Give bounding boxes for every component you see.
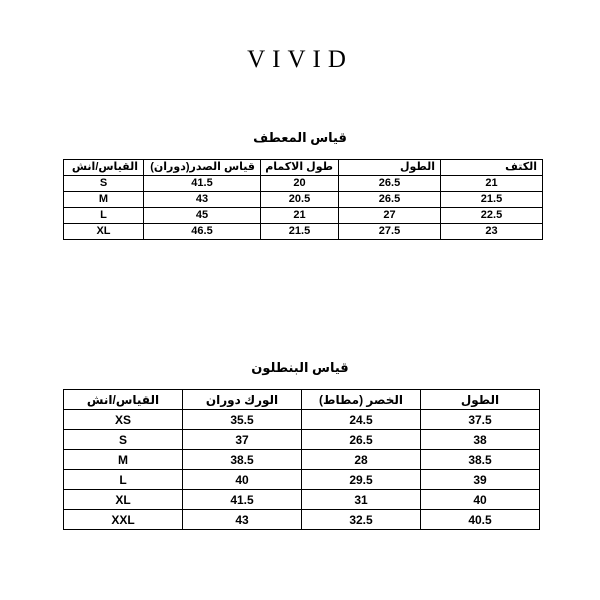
table-cell: 43 [183,510,302,530]
table-row [64,224,543,240]
table-cell: 27 [339,208,441,224]
table-cell: 20.5 [261,192,339,208]
table-cell: 40 [421,490,540,510]
table-row [64,490,540,510]
table-cell: 38.5 [421,450,540,470]
table-cell: 41.5 [183,490,302,510]
table-cell: XXL [64,510,183,530]
table-cell: XS [64,410,183,430]
table-header-row [64,160,543,176]
table-cell: L [64,208,144,224]
table-header-row [64,390,540,410]
table-cell: 20 [261,176,339,192]
header-length: الطول [421,390,540,410]
table-cell: 29.5 [302,470,421,490]
table-cell: 39 [421,470,540,490]
header-shoulder: الكتف [441,160,543,176]
table-cell: XL [64,224,144,240]
header-sleeve-length: طول الاكمام [261,160,339,176]
brand-logo: VIVID [247,46,353,73]
table-cell: 37.5 [421,410,540,430]
header-chest: قياس الصدر(دوران) [144,160,261,176]
table-cell: 40 [183,470,302,490]
table-cell: 24.5 [302,410,421,430]
coat-size-table [63,159,543,240]
table-cell: M [64,450,183,470]
pants-size-title: قياس البنطلون [251,360,349,375]
table-cell: 32.5 [302,510,421,530]
table-cell: 21.5 [261,224,339,240]
table-cell: M [64,192,144,208]
header-size: القياس/انش [64,160,144,176]
table-cell: 40.5 [421,510,540,530]
table-cell: 21 [261,208,339,224]
table-cell: 28 [302,450,421,470]
table-row [64,192,543,208]
header-waist: الخصر (مطاط) [302,390,421,410]
table-cell: 38.5 [183,450,302,470]
table-row [64,208,543,224]
table-cell: XL [64,490,183,510]
table-cell: 37 [183,430,302,450]
header-hip: الورك دوران [183,390,302,410]
table-cell: 26.5 [302,430,421,450]
table-cell: 41.5 [144,176,261,192]
table-cell: 31 [302,490,421,510]
table-row [64,450,540,470]
table-cell: L [64,470,183,490]
table-cell: S [64,430,183,450]
header-length: الطول [339,160,441,176]
table-cell: S [64,176,144,192]
coat-size-title: قياس المعطف [253,130,347,145]
table-cell: 26.5 [339,192,441,208]
table-cell: 23 [441,224,543,240]
table-row [64,176,543,192]
table-cell: 46.5 [144,224,261,240]
table-cell: 21 [441,176,543,192]
table-row [64,510,540,530]
header-size: القياس/انش [64,390,183,410]
table-cell: 22.5 [441,208,543,224]
table-cell: 45 [144,208,261,224]
table-cell: 26.5 [339,176,441,192]
pants-size-table [63,389,540,530]
table-cell: 38 [421,430,540,450]
table-row [64,430,540,450]
table-row [64,410,540,430]
table-cell: 27.5 [339,224,441,240]
table-row [64,470,540,490]
table-cell: 43 [144,192,261,208]
table-cell: 35.5 [183,410,302,430]
table-cell: 21.5 [441,192,543,208]
